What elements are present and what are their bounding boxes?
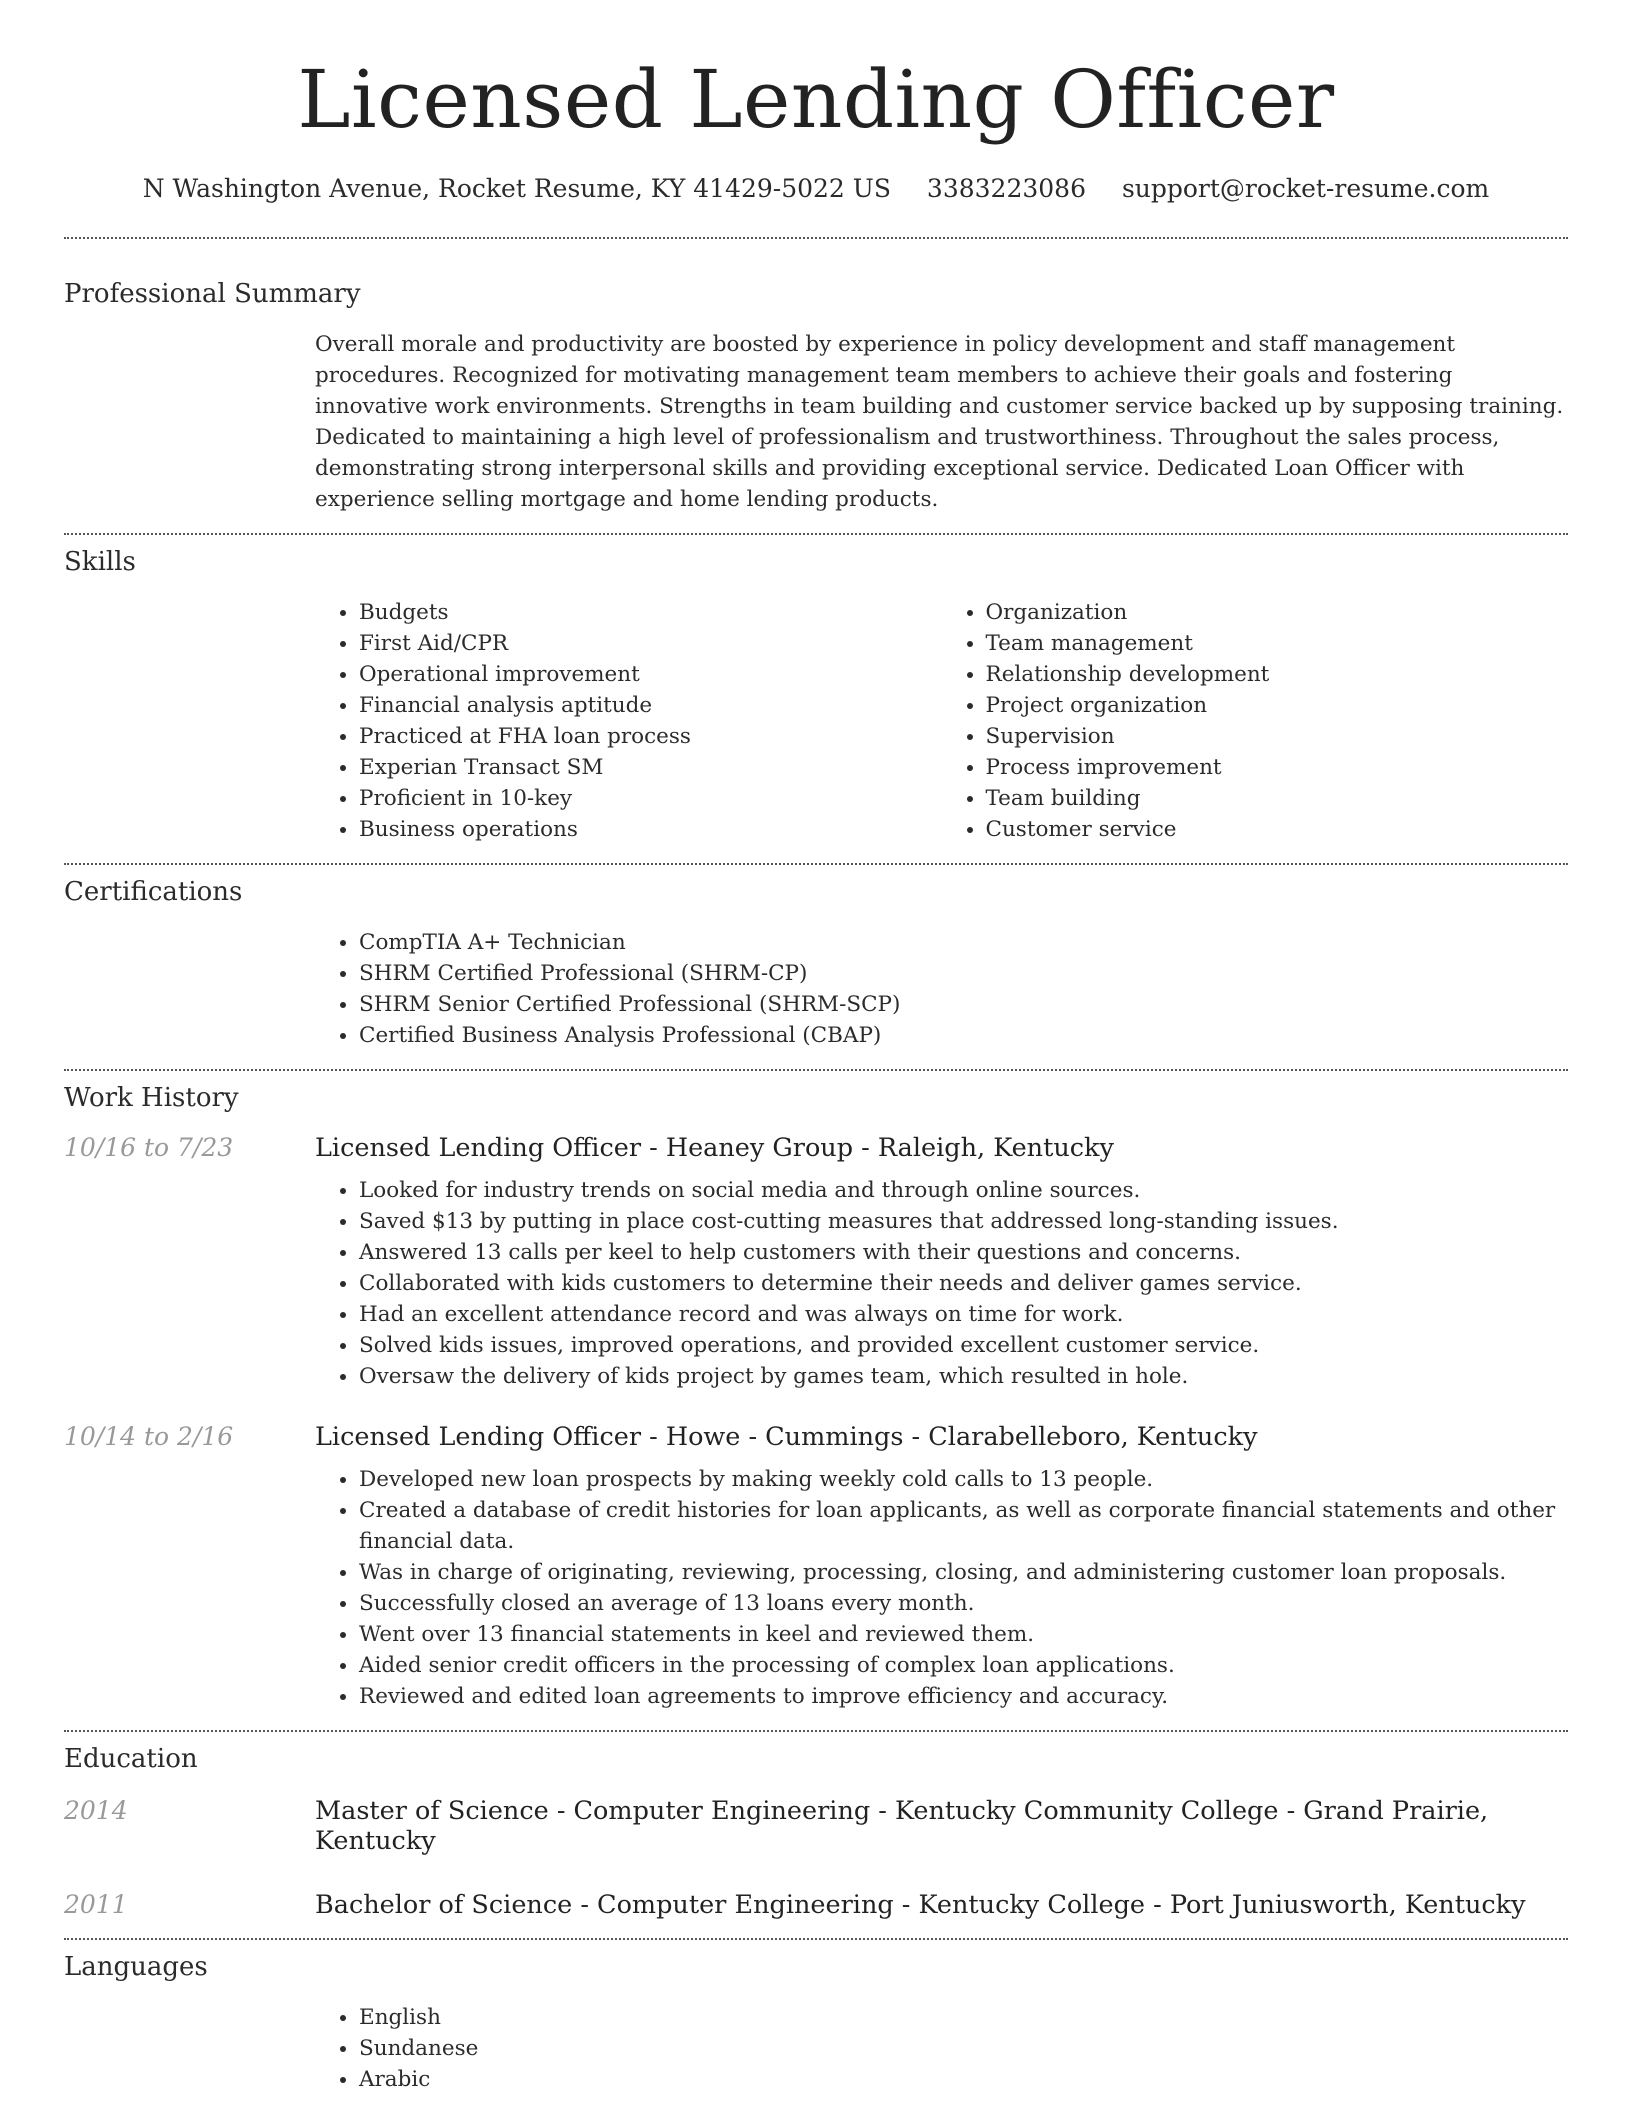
contact-email[interactable]: support@rocket-resume.com bbox=[1121, 174, 1490, 203]
job-bullet: • Reviewed and edited loan agreements to improve efficiency and accuracy. bbox=[359, 1681, 1568, 1712]
certification-item: • Certified Business Analysis Professional (CBAP) bbox=[359, 1020, 1568, 1051]
job-bullets bbox=[315, 1175, 1568, 1392]
job-bullet: • Developed new loan prospects by making weekly cold calls to 13 people. bbox=[359, 1464, 1568, 1495]
job-bullet: • Aided senior credit officers in the processing of complex loan applications. bbox=[359, 1650, 1568, 1681]
skills-right-column bbox=[942, 597, 1569, 845]
job-dates: 10/14 to 2/16 bbox=[64, 1422, 234, 1451]
section-divider bbox=[64, 1938, 1568, 1940]
skills-title: Skills bbox=[64, 547, 136, 577]
job-bullets bbox=[315, 1464, 1568, 1712]
section-divider bbox=[64, 863, 1568, 865]
language-item: • English bbox=[359, 2002, 1568, 2033]
resume-page bbox=[64, 0, 1568, 2095]
skill-item: • Supervision bbox=[986, 721, 1569, 752]
certifications-list bbox=[315, 927, 1568, 1051]
summary-title: Professional Summary bbox=[64, 279, 361, 309]
skill-item: • Relationship development bbox=[986, 659, 1569, 690]
job-bullet: • Went over 13 financial statements in keel and reviewed them. bbox=[359, 1619, 1568, 1650]
skill-item: • Budgets bbox=[359, 597, 942, 628]
section-divider bbox=[64, 1730, 1568, 1732]
summary-text: Overall morale and productivity are boosted by experience in policy development and staff management procedures. Recognized for motivating management team members to achieve their goals and fostering innovative work environments. Strengths in team building and customer service backed up by supposing training. Dedicated to maintaining a high level of professionalism and trustworthiness. Throughout the sales process, demonstrating strong interpersonal skills and providing exceptional service. Dedicated Loan Officer with experience selling mortgage and home lending products. bbox=[315, 332, 1564, 512]
job-bullet: • Oversaw the delivery of kids project by games team, which resulted in hole. bbox=[359, 1361, 1568, 1392]
skill-item: • Operational improvement bbox=[359, 659, 942, 690]
work-history-title: Work History bbox=[64, 1083, 239, 1113]
skills-list bbox=[315, 597, 1568, 845]
job-bullet: • Created a database of credit histories for loan applicants, as well as corporate financial statements and other financial data. bbox=[359, 1495, 1568, 1557]
contact-line bbox=[64, 174, 1568, 203]
skill-item: • Organization bbox=[986, 597, 1569, 628]
skill-item: • Business operations bbox=[359, 814, 942, 845]
job-bullet: • Collaborated with kids customers to determine their needs and deliver games service. bbox=[359, 1268, 1568, 1299]
skill-item: • Project organization bbox=[986, 690, 1569, 721]
job-bullet: • Saved $13 by putting in place cost-cutting measures that addressed long-standing issues. bbox=[359, 1206, 1568, 1237]
language-item: • Arabic bbox=[359, 2064, 1568, 2095]
job-bullet: • Had an excellent attendance record and was always on time for work. bbox=[359, 1299, 1568, 1330]
certification-item: • SHRM Senior Certified Professional (SHRM-SCP) bbox=[359, 989, 1568, 1020]
job-entry bbox=[64, 1133, 1568, 1163]
skill-item: • First Aid/CPR bbox=[359, 628, 942, 659]
education-entry bbox=[64, 1890, 1568, 1920]
job-heading: Licensed Lending Officer - Howe - Cummings - Clarabelleboro, Kentucky bbox=[315, 1422, 1258, 1452]
certifications-title: Certifications bbox=[64, 877, 243, 907]
job-bullet: • Was in charge of originating, reviewing, processing, closing, and administering customer loan proposals. bbox=[359, 1557, 1568, 1588]
section-divider bbox=[64, 533, 1568, 535]
skill-item: • Team management bbox=[986, 628, 1569, 659]
certification-item: • CompTIA A+ Technician bbox=[359, 927, 1568, 958]
languages-list bbox=[315, 2002, 1568, 2095]
job-entry bbox=[64, 1422, 1568, 1452]
job-dates: 10/16 to 7/23 bbox=[64, 1133, 234, 1162]
education-year: 2014 bbox=[64, 1796, 128, 1825]
job-bullet: • Looked for industry trends on social media and through online sources. bbox=[359, 1175, 1568, 1206]
resume-name: Licensed Lending Officer bbox=[297, 53, 1335, 146]
education-heading: Bachelor of Science - Computer Engineering - Kentucky College - Port Juniusworth, Kentucky bbox=[315, 1890, 1526, 1920]
skill-item: • Process improvement bbox=[986, 752, 1569, 783]
job-bullet: • Answered 13 calls per keel to help customers with their questions and concerns. bbox=[359, 1237, 1568, 1268]
languages-title: Languages bbox=[64, 1952, 208, 1982]
skill-item: • Experian Transact SM bbox=[359, 752, 942, 783]
education-year: 2011 bbox=[64, 1890, 128, 1919]
job-bullet: • Successfully closed an average of 13 loans every month. bbox=[359, 1588, 1568, 1619]
education-title: Education bbox=[64, 1744, 198, 1774]
skill-item: • Practiced at FHA loan process bbox=[359, 721, 942, 752]
language-item: • Sundanese bbox=[359, 2033, 1568, 2064]
contact-phone: 3383223086 bbox=[926, 174, 1086, 203]
certification-item: • SHRM Certified Professional (SHRM-CP) bbox=[359, 958, 1568, 989]
education-heading: Master of Science - Computer Engineering - Kentucky Community College - Grand Prairie, Kentucky bbox=[315, 1796, 1489, 1856]
job-bullet: • Solved kids issues, improved operations, and provided excellent customer service. bbox=[359, 1330, 1568, 1361]
job-heading: Licensed Lending Officer - Heaney Group - Raleigh, Kentucky bbox=[315, 1133, 1114, 1163]
skill-item: • Proficient in 10-key bbox=[359, 783, 942, 814]
contact-address: N Washington Avenue, Rocket Resume, KY 41429-5022 US bbox=[142, 174, 891, 203]
section-divider bbox=[64, 1069, 1568, 1071]
skill-item: • Customer service bbox=[986, 814, 1569, 845]
education-entry bbox=[64, 1796, 1568, 1856]
skills-left-column bbox=[315, 597, 942, 845]
section-divider bbox=[64, 237, 1568, 239]
skill-item: • Financial analysis aptitude bbox=[359, 690, 942, 721]
skill-item: • Team building bbox=[986, 783, 1569, 814]
